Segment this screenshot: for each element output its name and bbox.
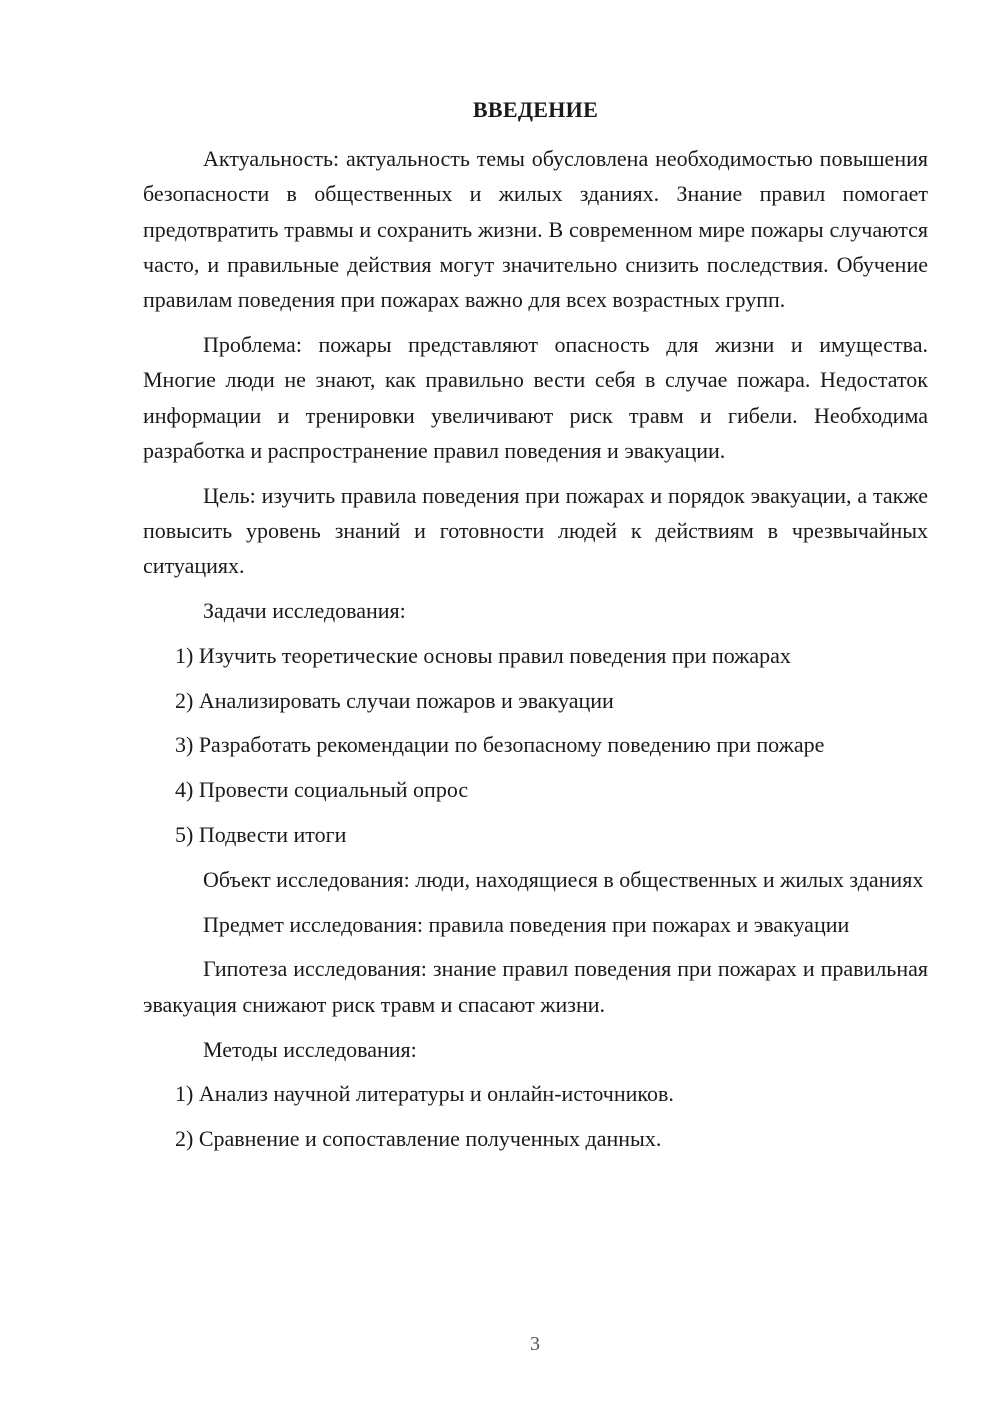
object-paragraph: Объект исследования: люди, находящиеся в общественных и жилых зданиях: [203, 866, 924, 892]
methods-list: [143, 1076, 928, 1156]
task-item: 3) Разработать рекомендации по безопасному поведению при пожаре: [175, 732, 825, 758]
goal-paragraph: Цель: изучить правила поведения при пожарах и порядок эвакуации, а также повысить уровень знаний и готовности людей к действиям в чрезвычайных ситуациях.: [143, 482, 928, 579]
subject-paragraph: Предмет исследования: правила поведения при пожарах и эвакуации: [203, 911, 850, 937]
task-item: 5) Подвести итоги: [175, 822, 347, 848]
section-heading: ВВЕДЕНИЕ: [472, 97, 599, 122]
task-item: 2) Анализировать случаи пожаров и эвакуации: [175, 687, 614, 713]
document-page: [143, 95, 928, 1166]
task-item: 4) Провести социальный опрос: [175, 777, 469, 803]
method-item: 2) Сравнение и сопоставление полученных данных.: [175, 1126, 662, 1152]
task-item: 1) Изучить теоретические основы правил поведения при пожарах: [175, 642, 791, 668]
page-number: 3: [530, 1333, 540, 1355]
tasks-title: Задачи исследования:: [203, 598, 406, 624]
methods-title: Методы исследования:: [203, 1036, 417, 1062]
hypothesis-paragraph: Гипотеза исследования: знание правил поведения при пожарах и правильная эвакуация снижают риск травм и спасают жизни.: [143, 956, 928, 1017]
problem-paragraph: Проблема: пожары представляют опасность для жизни и имущества. Многие люди не знают, как правильно вести себя в случае пожара. Недостаток информации и тренировки увеличивают риск травм и гибели. Необходима разработка и распространение правил поведения и эвакуации.: [143, 331, 928, 463]
relevance-paragraph: Актуальность: актуальность темы обусловлена необходимостью повышения безопасности в общественных и жилых зданиях. Знание правил помогает предотвратить травмы и сохранить жизни. В современном мире пожары случаются часто, и правильные действия могут значительно снизить последствия. Обучение правилам поведения при пожарах важно для всех возрастных групп.: [143, 146, 928, 313]
tasks-list: [143, 638, 928, 852]
method-item: 1) Анализ научной литературы и онлайн-источников.: [175, 1081, 674, 1107]
